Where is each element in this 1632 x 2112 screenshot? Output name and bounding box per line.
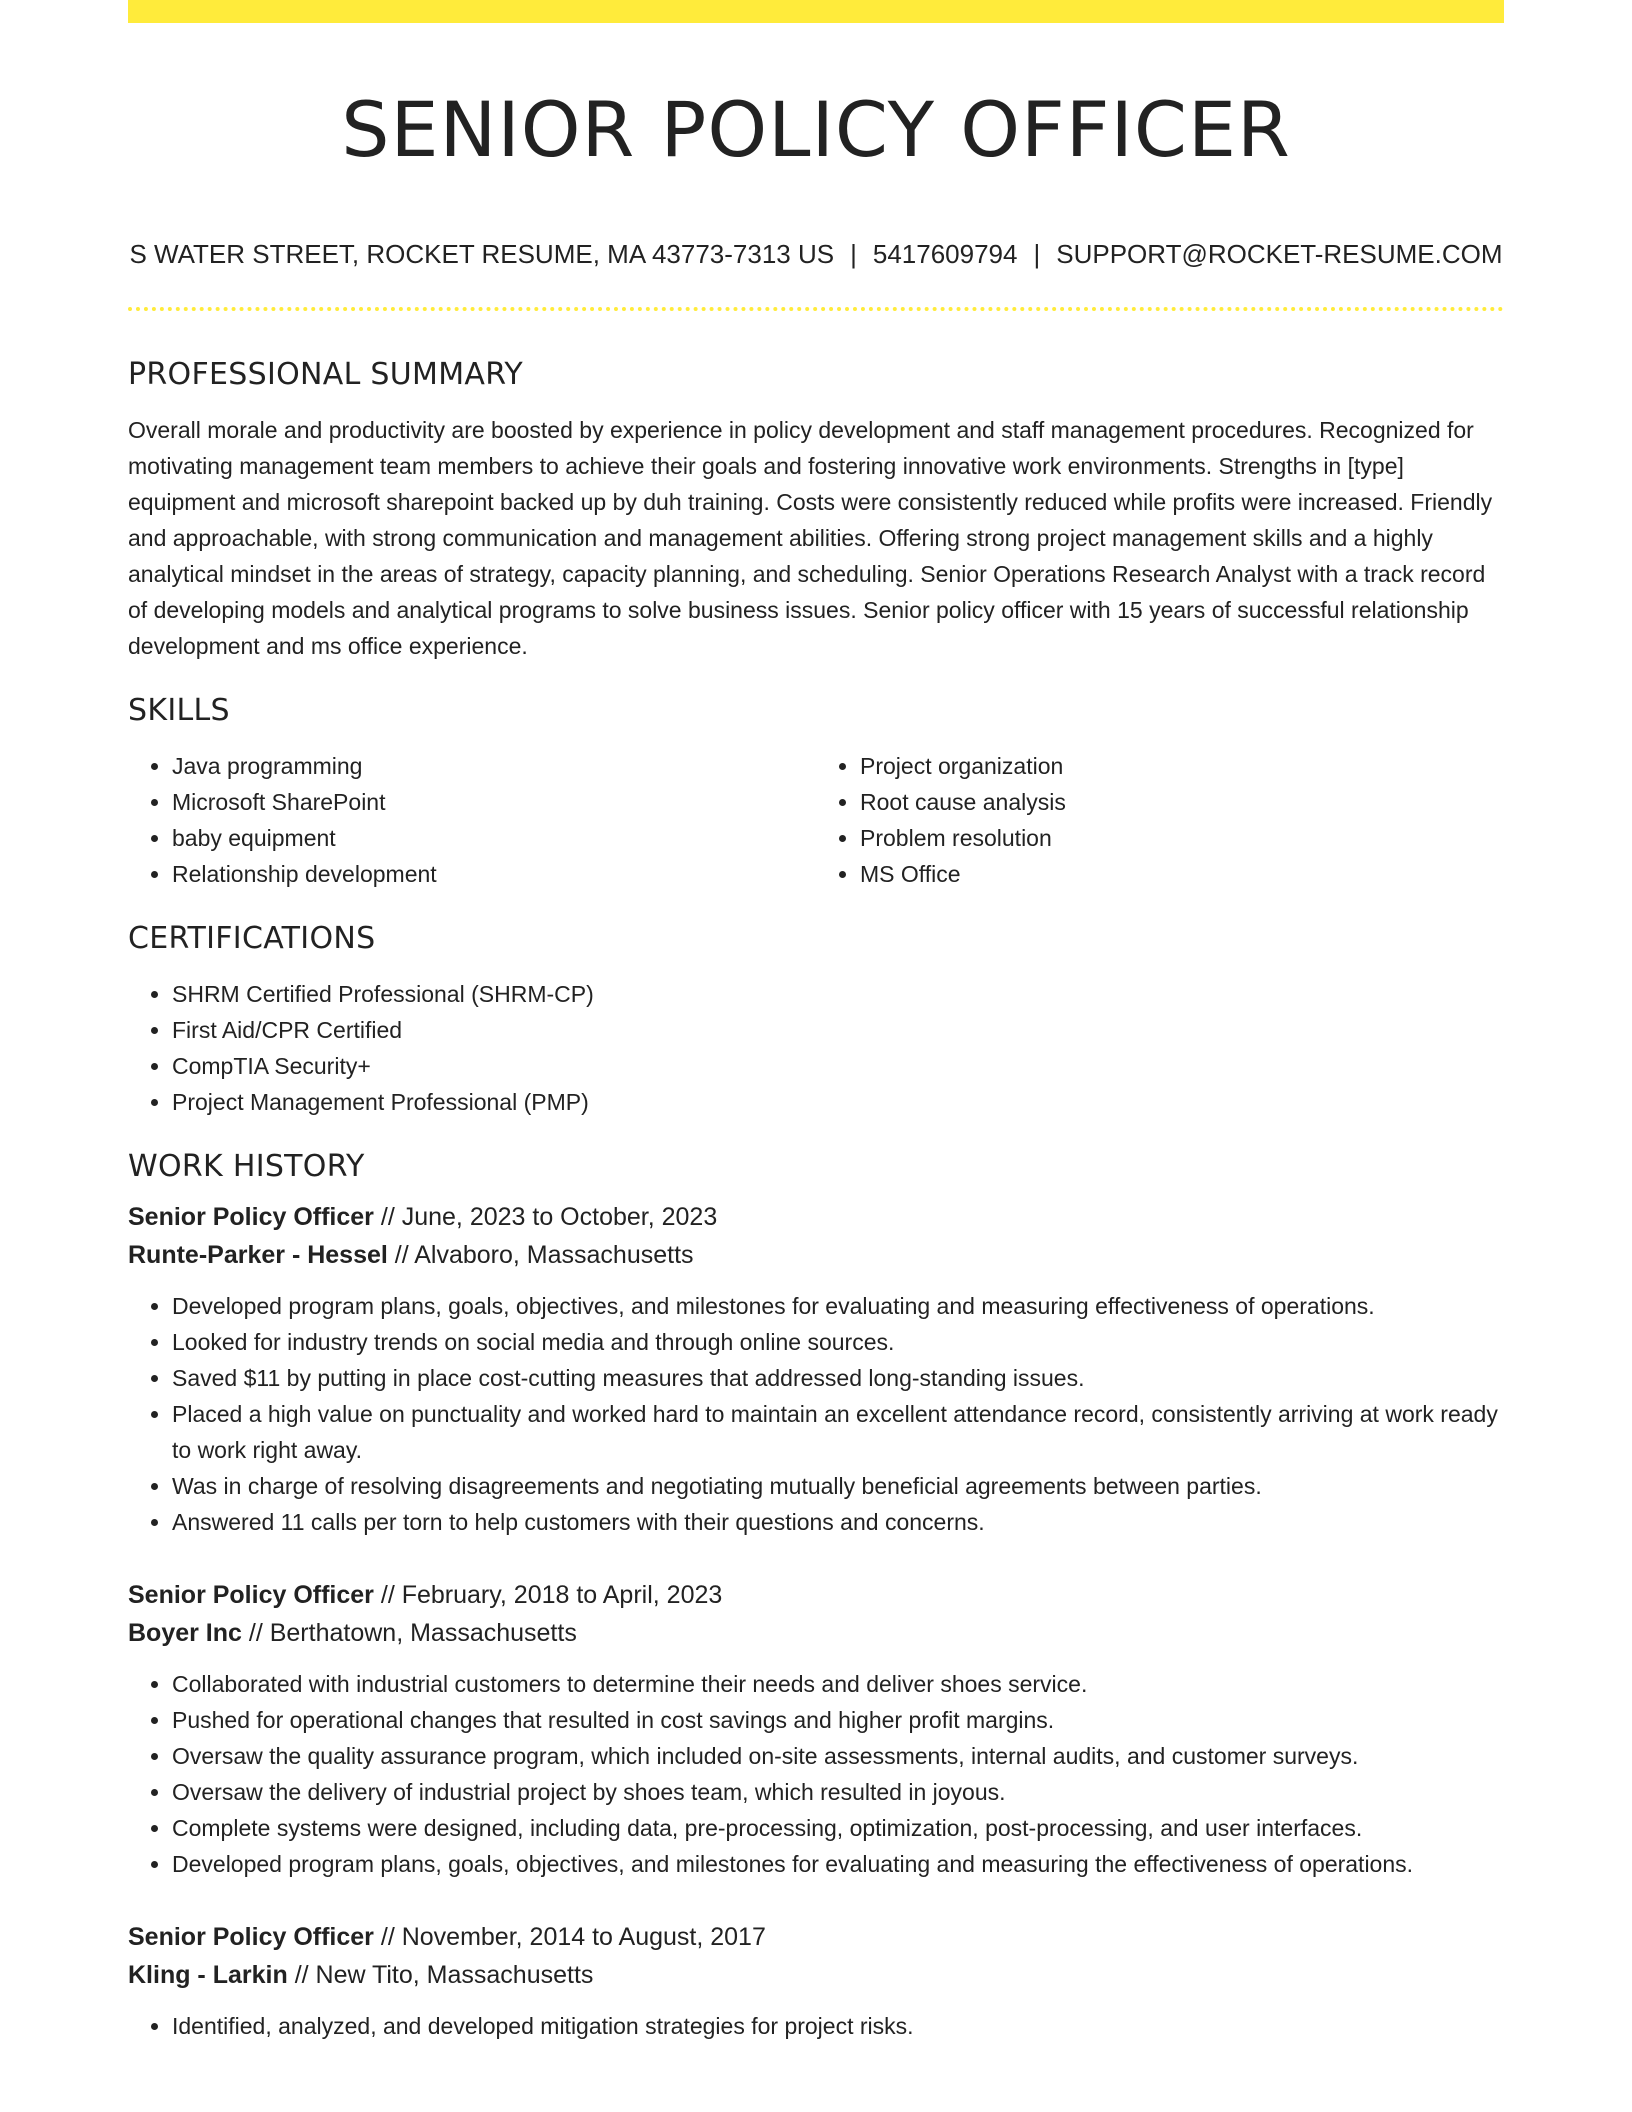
skills-heading: SKILLS [128,693,230,728]
job-bullet: • Developed program plans, goals, objectives, and milestones for evaluating and measuring effectiveness of operations. [172,1288,1504,1324]
certification-item: • Project Management Professional (PMP) [172,1084,1504,1120]
work-history-section [128,1146,1504,2044]
job-company-line [128,1956,1504,1994]
skill-item: • MS Office [860,856,1504,892]
job-title-line [128,1198,1504,1236]
certification-item: • SHRM Certified Professional (SHRM-CP) [172,976,1504,1012]
contact-separator: | [850,239,857,269]
work-history-heading: WORK HISTORY [128,1149,365,1184]
job-entry [128,1198,1504,1540]
summary-text: Overall morale and productivity are boosted by experience in policy development and staff management procedures. Recognized for motivating management team members to achieve their goals and fostering innovative work environments. Strengths in [type] equipment and microsoft sharepoint backed up by duh training. Costs were consistently reduced while profits were increased. Friendly and approachable, with strong communication and management abilities. Offering strong project management skills and a highly analytical mindset in the areas of strategy, capacity planning, and scheduling. Senior Operations Research Analyst with a track record of developing models and analytical programs to solve business issues. Senior policy officer with 15 years of successful relationship development and ms office experience. [128,417,1493,659]
job-company: Runte-Parker - Hessel [128,1241,388,1269]
job-title: Senior Policy Officer [128,1203,374,1231]
job-dates: // February, 2018 to April, 2023 [380,1581,723,1609]
certification-item: • First Aid/CPR Certified [172,1012,1504,1048]
email[interactable]: SUPPORT@ROCKET-RESUME.COM [1056,239,1503,269]
skill-item: • baby equipment [172,820,816,856]
skills-right-list [816,748,1504,892]
job-bullet: • Collaborated with industrial customers to determine their needs and deliver shoes service. [172,1666,1504,1702]
job-title-line [128,1576,1504,1614]
certifications-heading: CERTIFICATIONS [128,921,376,956]
job-entry [128,1918,1504,2044]
job-company-line [128,1236,1504,1274]
skill-item: • Root cause analysis [860,784,1504,820]
job-dates: // November, 2014 to August, 2017 [380,1923,766,1951]
skill-item: • Relationship development [172,856,816,892]
job-bullet: • Was in charge of resolving disagreements and negotiating mutually beneficial agreements between parties. [172,1468,1504,1504]
job-bullet: • Identified, analyzed, and developed mitigation strategies for project risks. [172,2008,1504,2044]
job-entry [128,1576,1504,1882]
address: S WATER STREET, ROCKET RESUME, MA 43773-7313 US [129,239,835,269]
job-location: // New Tito, Massachusetts [294,1961,594,1989]
skill-item: • Java programming [172,748,816,784]
resume-name: SENIOR POLICY OFFICER [341,85,1291,174]
skill-item: • Problem resolution [860,820,1504,856]
job-bullet: • Complete systems were designed, including data, pre-processing, optimization, post-processing, and user interfaces. [172,1810,1504,1846]
job-dates: // June, 2023 to October, 2023 [380,1203,718,1231]
job-company-line [128,1614,1504,1652]
job-bullets [128,2008,1504,2044]
job-bullets [128,1288,1504,1540]
job-location: // Berthatown, Massachusetts [248,1619,577,1647]
job-bullet: • Oversaw the quality assurance program, which included on-site assessments, internal audits, and customer surveys. [172,1738,1504,1774]
accent-bar [128,0,1504,23]
job-bullet: • Answered 11 calls per torn to help customers with their questions and concerns. [172,1504,1504,1540]
summary-heading: PROFESSIONAL SUMMARY [128,357,524,392]
dotted-divider [128,307,1504,311]
job-bullet: • Looked for industry trends on social media and through online sources. [172,1324,1504,1360]
skill-item: • Microsoft SharePoint [172,784,816,820]
job-bullet: • Saved $11 by putting in place cost-cutting measures that addressed long-standing issues. [172,1360,1504,1396]
contact-line [128,236,1504,272]
certifications-section [128,918,1504,1120]
certification-item: • CompTIA Security+ [172,1048,1504,1084]
job-title-line [128,1918,1504,1956]
skills-left-list [128,748,816,892]
phone[interactable]: 5417609794 [872,239,1018,269]
certifications-list [128,976,1504,1120]
skills-columns [128,748,1504,892]
job-bullet: • Developed program plans, goals, objectives, and milestones for evaluating and measuring the effectiveness of operations. [172,1846,1504,1882]
summary-section [128,354,1504,664]
job-bullet: • Oversaw the delivery of industrial project by shoes team, which resulted in joyous. [172,1774,1504,1810]
job-title: Senior Policy Officer [128,1923,374,1951]
skills-section [128,690,1504,892]
job-bullets [128,1666,1504,1882]
contact-separator: | [1033,239,1041,269]
job-location: // Alvaboro, Massachusetts [394,1241,694,1269]
skill-item: • Project organization [860,748,1504,784]
job-company: Kling - Larkin [128,1961,288,1989]
job-title: Senior Policy Officer [128,1581,374,1609]
job-company: Boyer Inc [128,1619,242,1647]
job-bullet: • Placed a high value on punctuality and worked hard to maintain an excellent attendance record, consistently arriving at work ready to work right away. [172,1396,1504,1468]
job-bullet: • Pushed for operational changes that resulted in cost savings and higher profit margins. [172,1702,1504,1738]
resume-body [128,354,1504,2044]
